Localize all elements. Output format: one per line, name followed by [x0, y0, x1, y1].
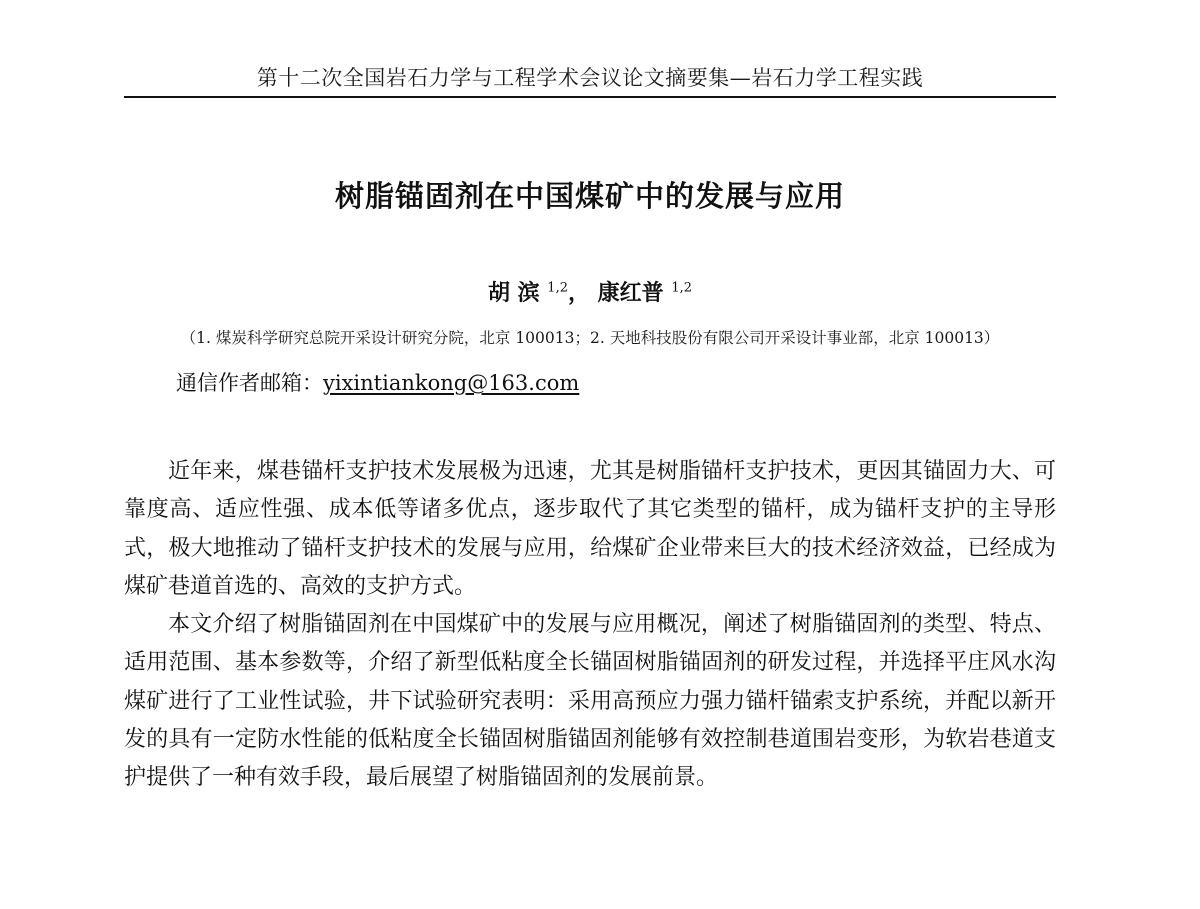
- affiliation-line: （1. 煤炭科学研究总院开采设计研究分院，北京 100013；2. 天地科技股份有限公司开采设计事业部，北京 100013）: [180, 329, 1000, 347]
- author-affiliation-mark: 1,2: [671, 280, 693, 296]
- author-separator: ，: [567, 280, 590, 306]
- author-name: 康红普: [597, 280, 664, 306]
- header-rule: [124, 96, 1056, 98]
- running-header: 第十二次全国岩石力学与工程学术会议论文摘要集—岩石力学工程实践: [256, 66, 924, 90]
- abstract-paragraph: 本文介绍了树脂锚固剂在中国煤矿中的发展与应用概况，阐述了树脂锚固剂的类型、特点、适用范围、基本参数等，介绍了新型低粘度全长锚固树脂锚固剂的研发过程，并选择平庄风水沟煤矿进行了工业性试验，井下试验研究表明：采用高预应力强力锚杆锚索支护系统，并配以新开发的具有一定防水性能的低粘度全长锚固树脂锚固剂能够有效控制巷道围岩变形，为软岩巷道支护提供了一种有效手段，最后展望了树脂锚固剂的发展前景。: [124, 612, 1056, 791]
- email-label: 通信作者邮箱：: [176, 371, 323, 395]
- paper-title: 树脂锚固剂在中国煤矿中的发展与应用: [334, 179, 845, 213]
- author-list: [124, 276, 1056, 307]
- correspondence-email: [176, 367, 579, 397]
- author-affiliation-mark: 1,2: [547, 280, 568, 296]
- abstract: [124, 453, 1056, 798]
- email-link[interactable]: yixintiankong@163.com: [323, 371, 580, 395]
- abstract-paragraph: 近年来，煤巷锚杆支护技术发展极为迅速，尤其是树脂锚杆支护技术，更因其锚固力大、可靠度高、适应性强、成本低等诸多优点，逐步取代了其它类型的锚杆，成为锚杆支护的主导形式，极大地推动了锚杆支护技术的发展与应用，给煤矿企业带来巨大的技术经济效益，已经成为煤矿巷道首选的、高效的支护方式。: [124, 459, 1056, 599]
- author-name: 胡 滨: [487, 280, 540, 306]
